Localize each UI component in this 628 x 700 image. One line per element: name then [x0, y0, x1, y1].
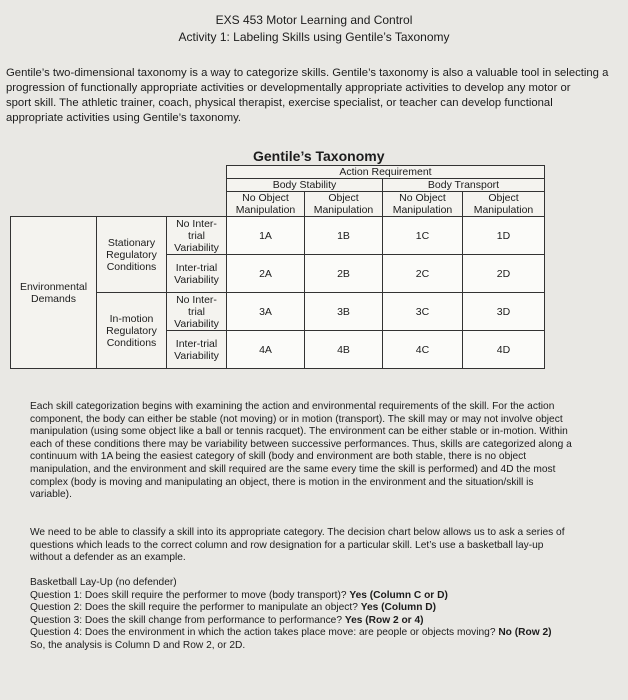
paragraph-line: manipulation (using some object like a ball or tennis racquet). The environment can be either stable or in-motion. Within [30, 426, 568, 438]
document-header [0, 12, 628, 46]
taxonomy-table [10, 165, 545, 369]
paragraph-line: complex (body is moving and manipulating an object, there is motion in the environment and the situation/skill is [30, 476, 534, 488]
body-transport-header: Body Transport [383, 179, 545, 192]
paragraph-line: without a defender as an example. [30, 552, 186, 564]
cell-2c: 2C [383, 255, 463, 293]
example-conclusion: So, the analysis is Column D and Row 2, or 2D. [30, 639, 246, 651]
answer-1: Yes (Column C or D) [349, 589, 448, 601]
intro-line: progression of functionally appropriate activities or developmentally appropriate activities to develop any motor or [6, 82, 571, 94]
row-1-label: No Inter- trial Variability [167, 217, 227, 255]
cell-3c: 3C [383, 293, 463, 331]
classification-paragraph [30, 527, 600, 565]
cell-4b: 4B [305, 331, 383, 369]
column-header-a: No Object Manipulation [227, 192, 305, 217]
question-3: Question 3: Does the skill change from performance to performance? Yes (Row 2 or 4) [30, 614, 424, 626]
cell-4a: 4A [227, 331, 305, 369]
answer-4: No (Row 2) [498, 627, 552, 639]
column-header-c: No Object Manipulation [383, 192, 463, 217]
course-title: EXS 453 Motor Learning and Control [215, 13, 413, 27]
environmental-demands-label: Environmental Demands [11, 217, 97, 369]
example-section [30, 577, 600, 653]
categorization-paragraph [30, 401, 600, 502]
cell-1c: 1C [383, 217, 463, 255]
taxonomy-title: Gentile’s Taxonomy [253, 148, 385, 164]
activity-title: Activity 1: Labeling Skills using Gentile’s Taxonomy [178, 30, 450, 44]
action-requirement-header: Action Requirement [227, 166, 545, 179]
cell-1d: 1D [463, 217, 545, 255]
cell-4d: 4D [463, 331, 545, 369]
cell-3b: 3B [305, 293, 383, 331]
cell-3d: 3D [463, 293, 545, 331]
cell-3a: 3A [227, 293, 305, 331]
stationary-conditions-label: Stationary Regulatory Conditions [97, 217, 167, 293]
cell-2a: 2A [227, 255, 305, 293]
question-4: Question 4: Does the environment in which the action takes place move: are people or objects moving? No (Row 2) [30, 627, 552, 639]
column-header-d: Object Manipulation [463, 192, 545, 217]
paragraph-line: continuum with 1A being the easiest category of skill (body and environment are both stable, there is no object [30, 451, 527, 463]
inmotion-conditions-label: In-motion Regulatory Conditions [97, 293, 167, 369]
answer-3: Yes (Row 2 or 4) [344, 614, 424, 626]
paragraph-line: Each skill categorization begins with examining the action and environmental requirements of the skill. For the action [30, 401, 555, 412]
intro-line: Gentile’s two-dimensional taxonomy is a way to categorize skills. Gentile’s taxonomy is also a valuable tool in selecting a [6, 67, 609, 79]
cell-2d: 2D [463, 255, 545, 293]
answer-2: Yes (Column D) [360, 602, 437, 614]
intro-paragraph [6, 66, 628, 126]
cell-1a: 1A [227, 217, 305, 255]
paragraph-line: variable). [30, 489, 72, 501]
row-3-label: No Inter- trial Variability [167, 293, 227, 331]
body-stability-header: Body Stability [227, 179, 383, 192]
question-2: Question 2: Does the skill require the performer to manipulate an object? Yes (Column D) [30, 602, 437, 614]
row-4-label: Inter-trial Variability [167, 331, 227, 369]
row-2-label: Inter-trial Variability [167, 255, 227, 293]
cell-2b: 2B [305, 255, 383, 293]
paragraph-line: component, the body can either be stable (not moving) or in motion (transport). The skill may or may not involve object [30, 413, 563, 425]
cell-4c: 4C [383, 331, 463, 369]
paragraph-line: each of these conditions there may be variability between successive performances. Thus, skills are categorized along a [30, 438, 572, 450]
column-header-b: Object Manipulation [305, 192, 383, 217]
example-title: Basketball Lay-Up (no defender) [30, 577, 177, 588]
paragraph-line: questions which leads to the correct column and row designation for a particular skill. Let’s use a basketball lay-up [30, 539, 544, 551]
intro-line: sport skill. The athletic trainer, coach, physical therapist, exercise specialist, or teacher can develop functional [6, 97, 553, 109]
intro-line: appropriate activities using Gentile’s taxonomy. [6, 112, 242, 124]
paragraph-line: We need to be able to classify a skill into its appropriate category. The decision chart below allows us to ask a series of [30, 527, 565, 538]
question-1: Question 1: Does skill require the performer to move (body transport)? Yes (Column C or D) [30, 589, 448, 601]
cell-1b: 1B [305, 217, 383, 255]
paragraph-line: manipulation, and the environment and skill required are the same every time the skill is performed) and 4D the most [30, 463, 556, 475]
